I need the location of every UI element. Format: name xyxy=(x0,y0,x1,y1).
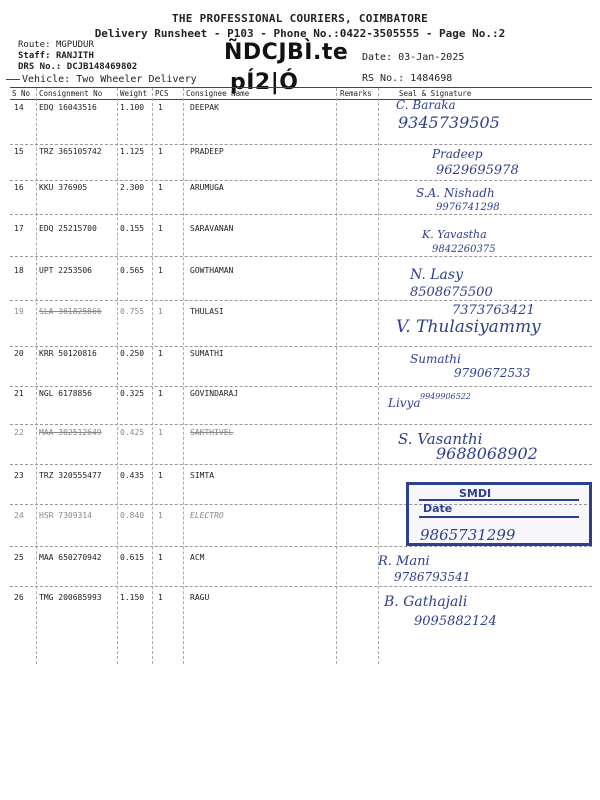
row-pcs: 1 xyxy=(158,183,163,192)
signature-name: N. Lasy xyxy=(410,267,463,283)
date-label: Date: xyxy=(362,52,393,63)
drs-label: DRS No.: xyxy=(18,62,62,72)
row-pcs: 1 xyxy=(158,389,163,398)
row-weight: 1.100 xyxy=(120,103,145,112)
seal-stamp xyxy=(406,482,592,546)
signature-phone: 9688068902 xyxy=(436,444,538,463)
row-consignment-no: EDQ 16043516 xyxy=(39,103,97,112)
row-weight: 0.565 xyxy=(120,266,145,275)
stamp-text-line2: Date xyxy=(423,502,453,515)
signature-name: Pradeep xyxy=(432,147,483,161)
row-consignment-no: HSR 7309314 xyxy=(39,511,92,520)
row-pcs: 1 xyxy=(158,103,163,112)
row-consignment-no: UPT 2253506 xyxy=(39,266,92,275)
row-consignment-no: NGL 6178856 xyxy=(39,389,92,398)
drs-value: DCJB148469802 xyxy=(66,62,138,72)
row-consignee: GOWTHAMAN xyxy=(190,266,234,275)
stamp-rule xyxy=(419,499,579,501)
vehicle-label: Vehicle: xyxy=(22,74,71,85)
signature-name: Livya xyxy=(388,396,421,410)
row-consignment-no: MAA 650270942 xyxy=(39,553,102,562)
row-consignee: THULASI xyxy=(190,307,224,316)
row-consignment-no: TMG 200685993 xyxy=(39,593,102,602)
table-row xyxy=(0,100,600,144)
row-weight: 0.250 xyxy=(120,349,145,358)
table-row xyxy=(0,546,600,586)
signature-phone: 8508675500 xyxy=(410,285,493,300)
col-header-pcs: PCS xyxy=(155,89,169,98)
signature-phone: 9949906522 xyxy=(420,392,471,401)
row-sno: 19 xyxy=(14,307,24,316)
signature-phone: 9790672533 xyxy=(454,366,531,380)
row-pcs: 1 xyxy=(158,349,163,358)
table-row xyxy=(0,214,600,256)
signature-name: S.A. Nishadh xyxy=(416,186,495,200)
signature-name: V. Thulasiyammy xyxy=(396,317,541,337)
row-pcs: 1 xyxy=(158,266,163,275)
row-sno: 14 xyxy=(14,103,24,112)
row-sno: 25 xyxy=(14,553,24,562)
row-sno: 18 xyxy=(14,266,24,275)
row-sno: 17 xyxy=(14,224,24,233)
row-pcs: 1 xyxy=(158,147,163,156)
col-header-consignment: Consignment No xyxy=(39,89,103,98)
row-weight: 0.615 xyxy=(120,553,145,562)
row-sno: 23 xyxy=(14,471,24,480)
stamp-rule xyxy=(419,516,579,518)
row-weight: 0.155 xyxy=(120,224,145,233)
staff-value: RANJITH xyxy=(55,51,94,61)
row-consignee: SARAVANAN xyxy=(190,224,234,233)
row-consignment-no: MAA 302512649 xyxy=(39,428,102,437)
barcode-text-line2: pÍ2|Ó xyxy=(230,70,299,95)
col-header-consignee: Consignee Name xyxy=(186,89,250,98)
route-value: MGPUDUR xyxy=(55,40,94,50)
row-consignee: RAGU xyxy=(190,593,210,602)
table-row xyxy=(0,180,600,214)
staff-label: Staff: xyxy=(18,51,51,61)
rs-value: 1484698 xyxy=(410,73,453,84)
row-weight: 0.325 xyxy=(120,389,145,398)
row-weight: 1.150 xyxy=(120,593,145,602)
table-top-rule xyxy=(10,87,592,88)
row-consignee: ELECTRO xyxy=(190,511,224,520)
row-weight: 1.125 xyxy=(120,147,145,156)
date-value: 03-Jan-2025 xyxy=(398,52,465,63)
row-sno: 20 xyxy=(14,349,24,358)
row-sno: 24 xyxy=(14,511,24,520)
row-weight: 0.435 xyxy=(120,471,145,480)
row-consignee: ARUMUGA xyxy=(190,183,224,192)
page-title: THE PROFESSIONAL COURIERS, COIMBATORE xyxy=(171,12,429,25)
vehicle-tick xyxy=(6,79,20,80)
table-row xyxy=(0,346,600,386)
row-consignee: DEEPAK xyxy=(190,103,219,112)
signature-phone: 9095882124 xyxy=(414,614,497,629)
table-row xyxy=(0,586,600,630)
row-consignee: SIMTA xyxy=(190,471,215,480)
route-label: Route: xyxy=(18,40,51,50)
row-consignment-no: TRZ 365105742 xyxy=(39,147,102,156)
row-pcs: 1 xyxy=(158,428,163,437)
signature-phone: 7373763421 xyxy=(452,303,535,318)
drs-line xyxy=(18,62,137,72)
barcode-text-line1: ÑDCJBÌ.te xyxy=(224,40,349,65)
rs-line xyxy=(362,73,452,84)
signature-phone: 9842260375 xyxy=(432,244,496,255)
row-pcs: 1 xyxy=(158,593,163,602)
row-consignee: SUMATHI xyxy=(190,349,224,358)
row-weight: 0.755 xyxy=(120,307,145,316)
row-consignment-no: KRR 50120816 xyxy=(39,349,97,358)
row-consignee: ACM xyxy=(190,553,205,562)
row-weight: 0.840 xyxy=(120,511,145,520)
signature-phone: 9786793541 xyxy=(394,570,471,584)
row-sno: 16 xyxy=(14,183,24,192)
row-pcs: 1 xyxy=(158,553,163,562)
vehicle-value: Two Wheeler Delivery xyxy=(76,74,197,85)
signature-phone: 9865731299 xyxy=(420,526,516,544)
signature-phone: 9345739505 xyxy=(398,113,500,132)
row-sno: 21 xyxy=(14,389,24,398)
row-sno: 26 xyxy=(14,593,24,602)
stamp-text-line1: SMDI xyxy=(459,487,492,500)
row-pcs: 1 xyxy=(158,471,163,480)
vehicle-line xyxy=(22,74,197,85)
signature-name: C. Baraka xyxy=(396,98,456,112)
staff-line xyxy=(18,51,94,61)
row-pcs: 1 xyxy=(158,511,163,520)
row-consignment-no: TRZ 320555477 xyxy=(39,471,102,480)
signature-phone: 9976741298 xyxy=(436,202,500,213)
table-row xyxy=(0,386,600,424)
col-header-weight: Weight xyxy=(120,89,148,98)
signature-name: K. Yavastha xyxy=(422,228,487,241)
route-line xyxy=(18,40,94,50)
signature-name: S. Vasanthi xyxy=(398,430,483,448)
table-row xyxy=(0,256,600,300)
table-row xyxy=(0,144,600,180)
row-consignee: GOVINDARAJ xyxy=(190,389,239,398)
signature-name: R. Mani xyxy=(378,554,430,569)
row-consignment-no: EDQ 25215700 xyxy=(39,224,97,233)
row-consignment-no: KKU 376905 xyxy=(39,183,88,192)
table-row xyxy=(0,300,600,346)
row-weight: 2.300 xyxy=(120,183,145,192)
col-header-remarks: Remarks xyxy=(340,89,372,98)
signature-name: B. Gathajali xyxy=(384,594,468,610)
table-row xyxy=(0,424,600,464)
rs-label: RS No.: xyxy=(362,73,405,84)
signature-name: Sumathi xyxy=(410,352,461,366)
row-sno: 22 xyxy=(14,428,24,437)
row-sno: 15 xyxy=(14,147,24,156)
row-consignee: PRADEEP xyxy=(190,147,224,156)
row-pcs: 1 xyxy=(158,224,163,233)
row-consignment-no: SLA 361825866 xyxy=(39,307,102,316)
row-pcs: 1 xyxy=(158,307,163,316)
col-header-sno: S No xyxy=(12,89,31,98)
signature-phone: 9629695978 xyxy=(436,163,519,178)
col-header-seal-signature: Seal & Signature xyxy=(399,89,472,98)
runsheet-subtitle: Delivery Runsheet - P103 - Phone No.:0422-3505555 - Page No.:2 xyxy=(94,27,506,40)
row-weight: 0.425 xyxy=(120,428,145,437)
date-line xyxy=(362,52,464,63)
row-consignee: SAKTHIVEL xyxy=(190,428,234,437)
